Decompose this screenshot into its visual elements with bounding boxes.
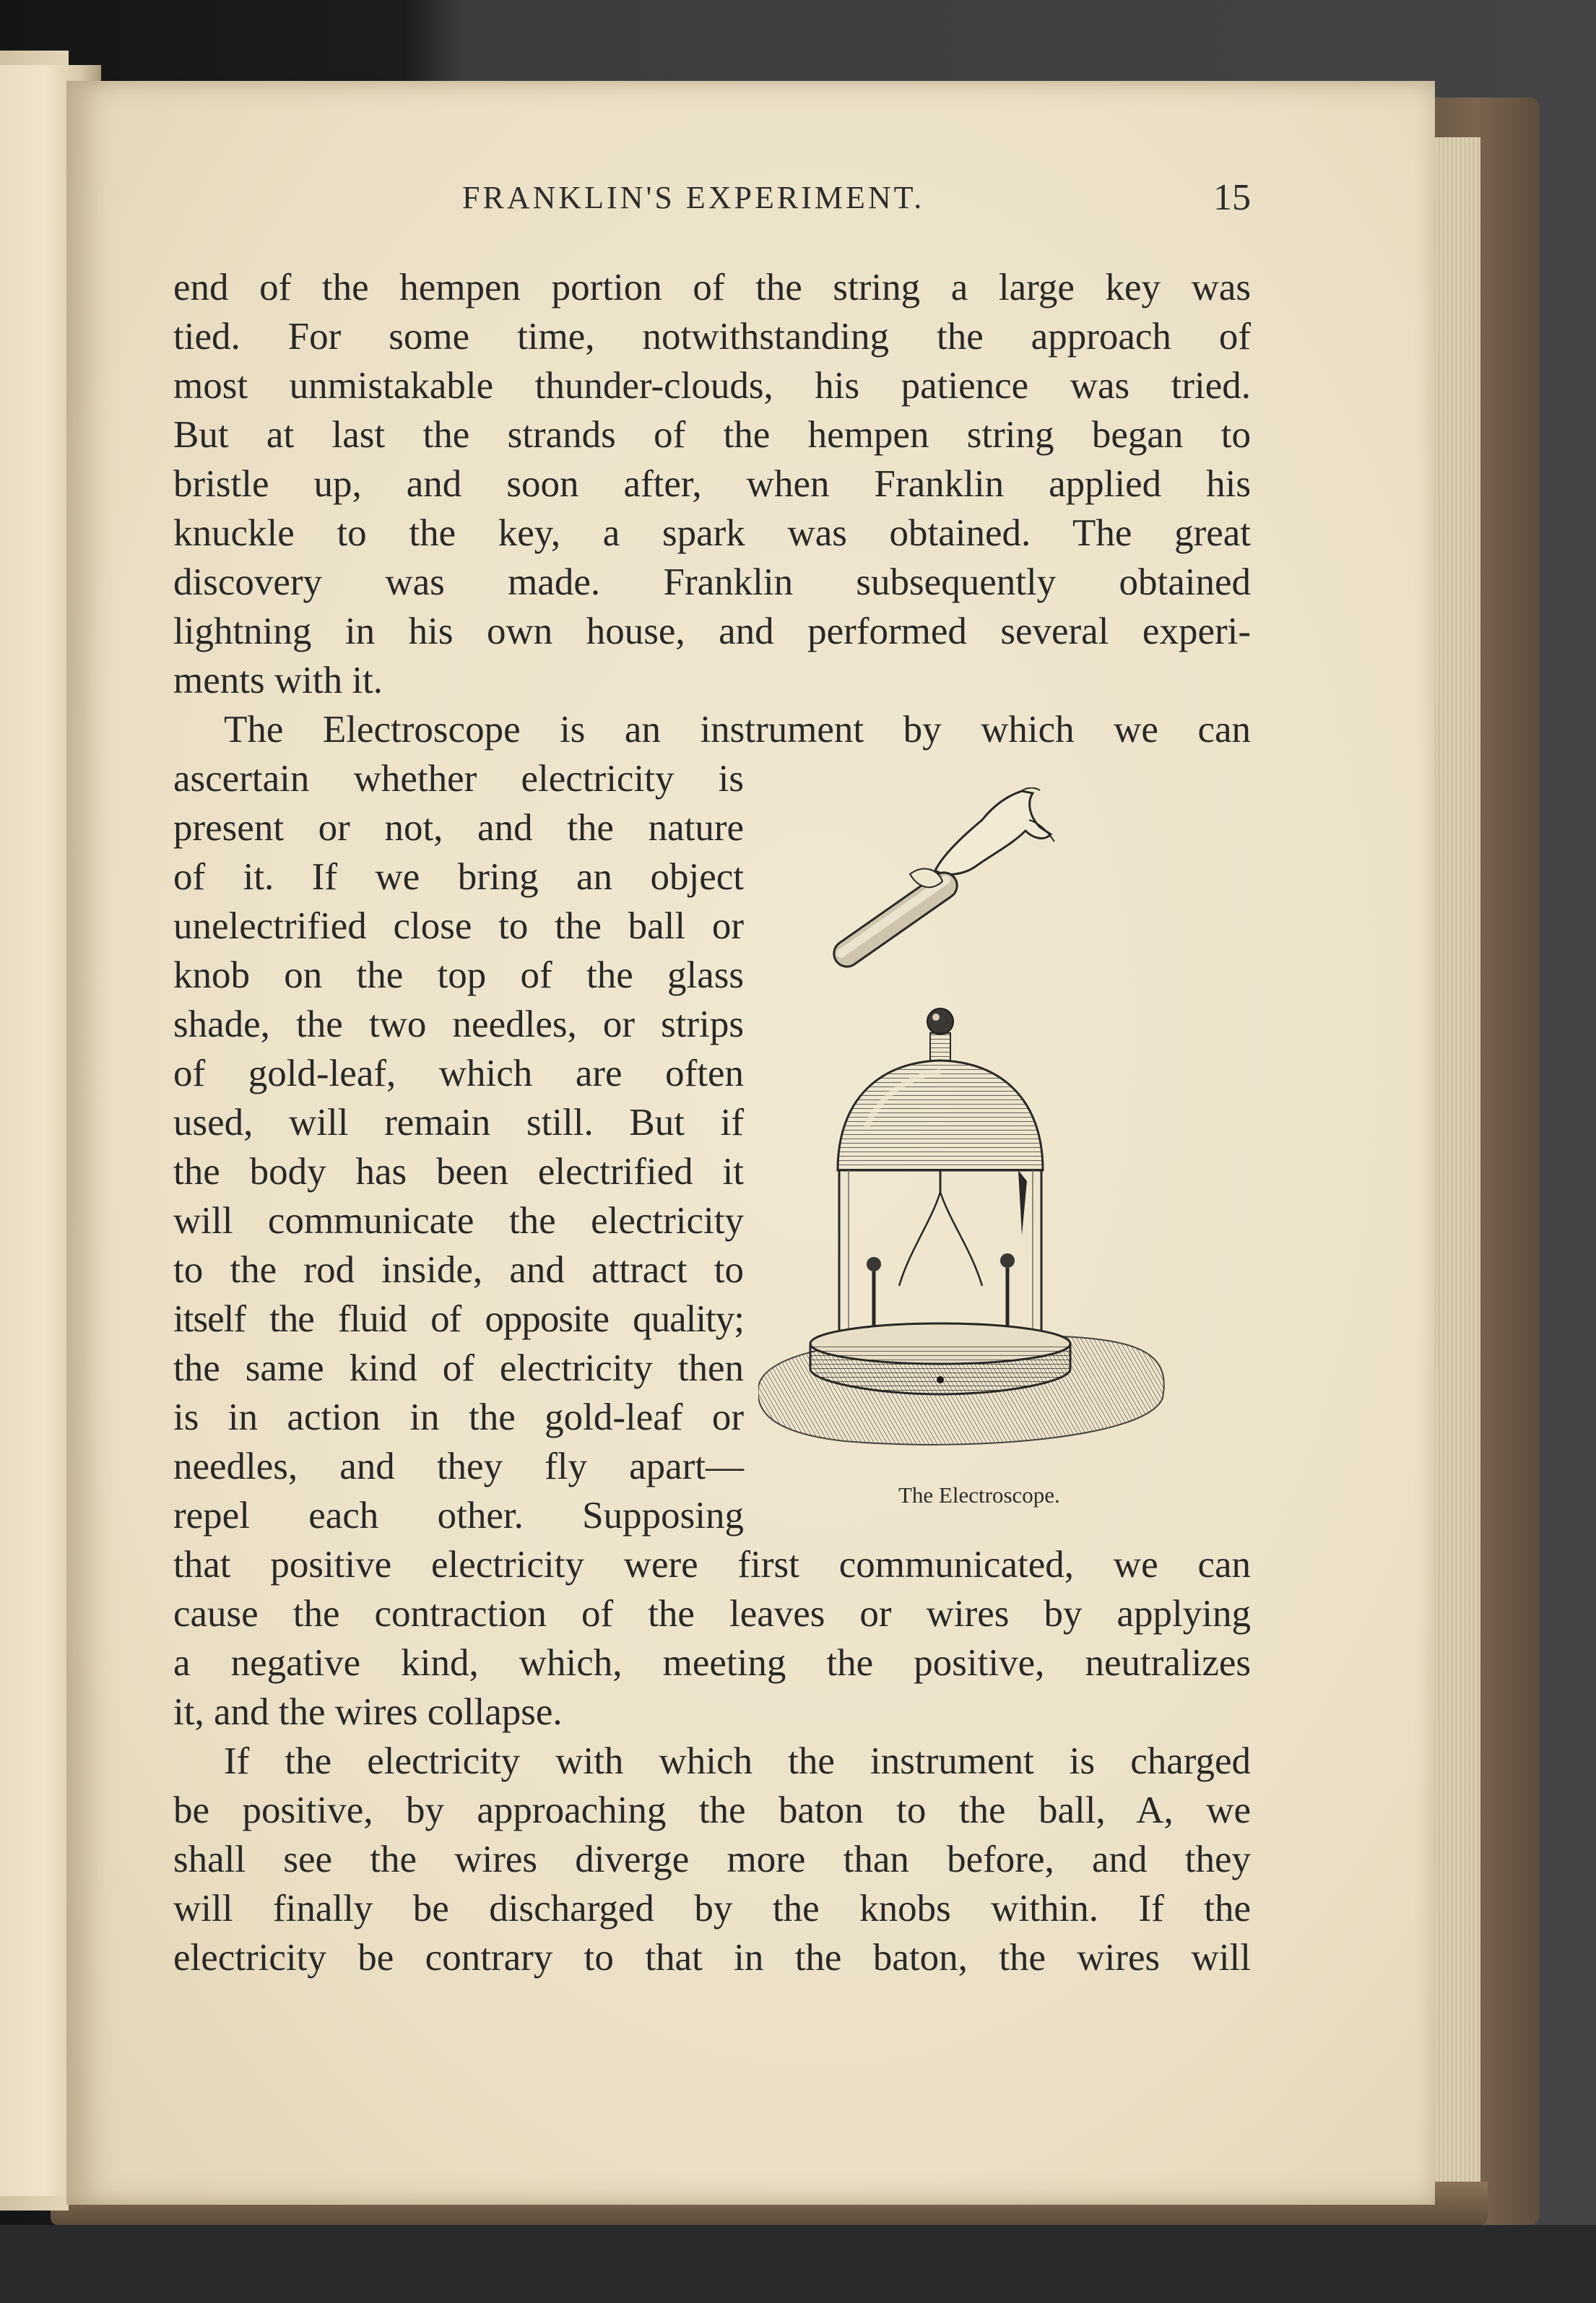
text-line: will communicate the electricity	[173, 1200, 744, 1242]
text-line: of it. If we bring an object	[173, 856, 744, 898]
text-line: itself the fluid of opposite quality;	[173, 1298, 744, 1340]
text-line: discovery was made. Franklin subsequently obtained	[173, 561, 1251, 603]
text-line: to the rod inside, and attract to	[173, 1249, 744, 1291]
text-line: shade, the two needles, or strips	[173, 1003, 744, 1045]
text-line: will finally be discharged by the knobs within. If the	[173, 1888, 1251, 1930]
text-line: that positive electricity were first communicated, we can	[173, 1544, 1251, 1586]
text-line: repel each other. Supposing	[173, 1495, 744, 1537]
text-line: cause the contraction of the leaves or wires by applying	[173, 1593, 1251, 1635]
text-line: used, will remain still. But if	[173, 1102, 744, 1144]
text-line: But at last the strands of the hempen string began to	[173, 414, 1251, 456]
text-line: ascertain whether electricity is	[173, 758, 744, 800]
text-line: tied. For some time, notwithstanding the approach of	[173, 316, 1251, 358]
text-line: If the electricity with which the instrument is charged	[224, 1740, 1251, 1782]
glass-dome	[838, 1060, 1043, 1336]
background-bottom	[0, 2225, 1596, 2303]
text-line: ments with it.	[173, 660, 383, 701]
running-title: FRANKLIN'S EXPERIMENT.	[462, 180, 925, 215]
text-line: it, and the wires collapse.	[173, 1691, 563, 1733]
text-line: is in action in the gold-leaf or	[173, 1396, 744, 1438]
text-line: needles, and they fly apart—	[173, 1446, 744, 1487]
text-line: the body has been electrified it	[173, 1151, 744, 1193]
text-line: knob on the top of the glass	[173, 954, 744, 996]
text-line: The Electroscope is an instrument by which we can	[224, 709, 1251, 751]
page-number: 15	[1213, 177, 1251, 218]
text-line: electricity be contrary to that in the baton, the wires will	[173, 1937, 1251, 1979]
text-line: knuckle to the key, a spark was obtained. The great	[173, 512, 1251, 554]
text-line: most unmistakable thunder-clouds, his patience was tried.	[173, 365, 1251, 407]
electroscope-base	[758, 1323, 1164, 1445]
text-line: unelectrified close to the ball or	[173, 905, 744, 947]
brass-knob	[927, 1008, 953, 1060]
gold-leaf-needles	[899, 1170, 982, 1286]
text-line: shall see the wires diverge more than before, and they	[173, 1838, 1251, 1880]
text-line: a negative kind, which, meeting the positive, neutralizes	[173, 1642, 1251, 1684]
figure-caption: The Electroscope.	[898, 1482, 1060, 1508]
text-line: of gold-leaf, which are often	[173, 1053, 744, 1094]
text-line: present or not, and the nature	[173, 807, 744, 849]
text-line: bristle up, and soon after, when Franklin applied his	[173, 463, 1251, 505]
hand-holding-baton	[829, 788, 1054, 972]
text-line: be positive, by approaching the baton to the ball, A, we	[173, 1789, 1251, 1831]
text-line: end of the hempen portion of the string a large key was	[173, 267, 1251, 308]
text-line: the same kind of electricity then	[173, 1347, 744, 1389]
electroscope-illustration	[758, 787, 1192, 1481]
text-line: lightning in his own house, and performed several experi-	[173, 610, 1251, 652]
